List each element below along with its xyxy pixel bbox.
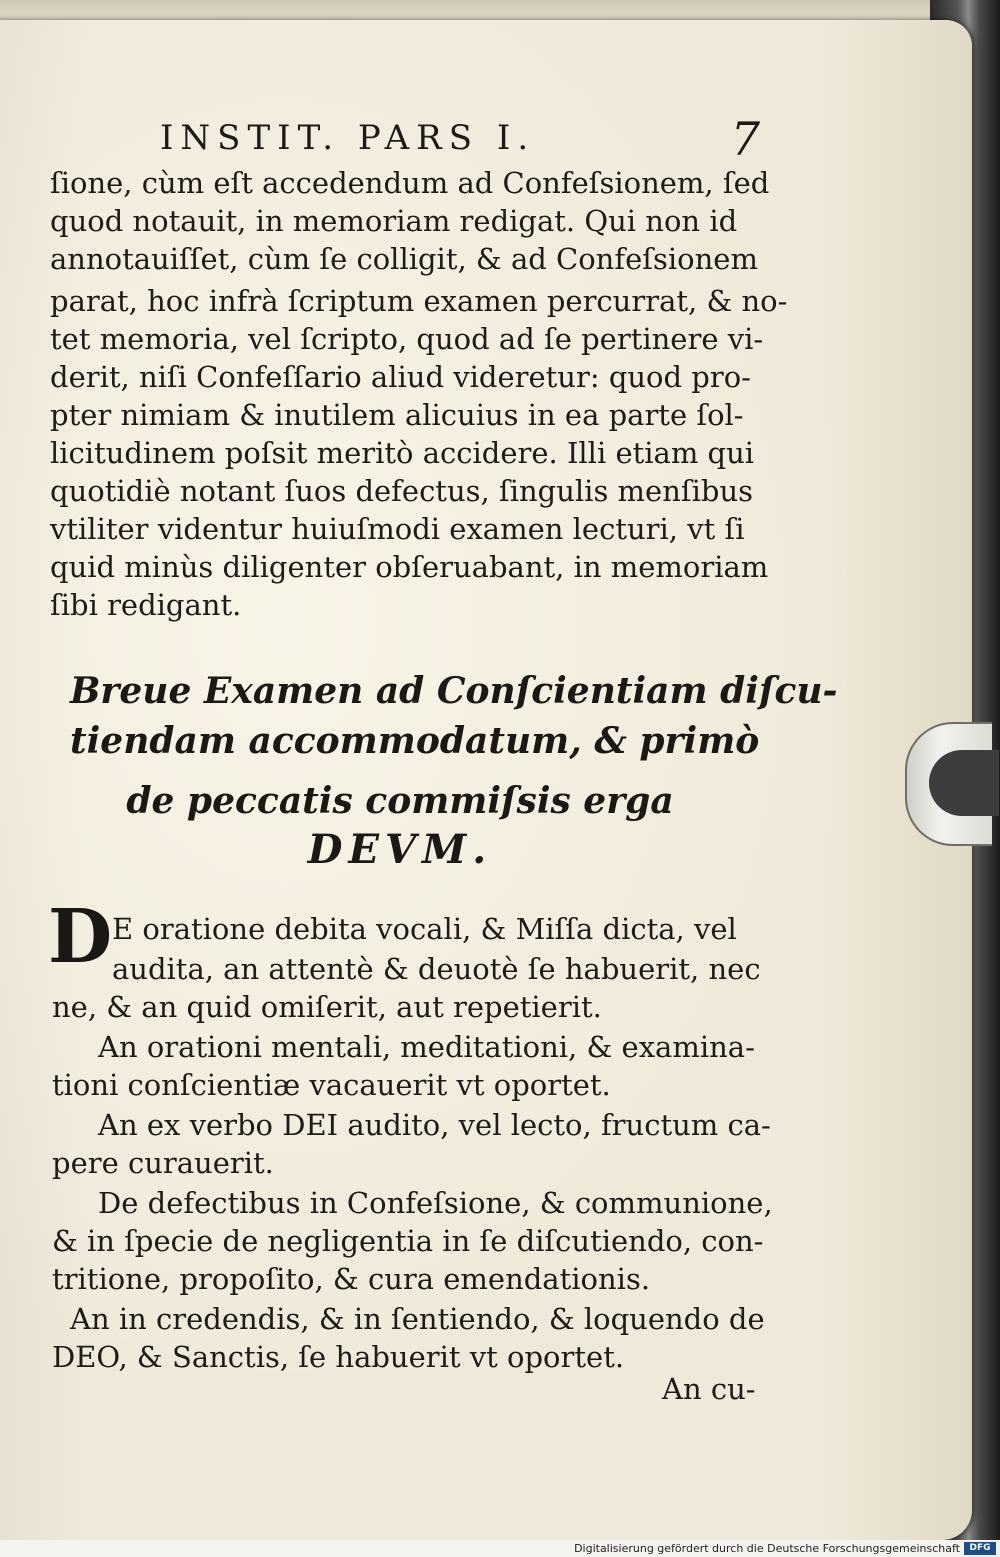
funding-credit: Digitalisierung gefördert durch die Deutsche Forschungsgemeinschaft bbox=[574, 1542, 960, 1555]
header-title: INSTIT. PARS I. bbox=[160, 118, 536, 158]
text-line: quid minùs diligenter obſeruabant, in memoriam bbox=[50, 550, 769, 584]
page-number: 7 bbox=[730, 112, 760, 166]
text-line: parat, hoc infrà ſcriptum examen percurrat, & no- bbox=[50, 284, 788, 318]
book-page bbox=[0, 20, 972, 1540]
text-line: DEO, & Sanctis, ſe habuerit vt oportet. bbox=[52, 1340, 625, 1374]
text-line: & in ſpecie de negligentia in ſe diſcutiendo, con- bbox=[52, 1224, 764, 1258]
clip-opening bbox=[929, 750, 999, 816]
text-line: derit, niſi Confeſſario aliud videretur: quod pro- bbox=[50, 360, 751, 394]
footer-bar bbox=[0, 1540, 1000, 1557]
text-line: tioni conſcientiæ vacauerit vt oportet. bbox=[52, 1068, 611, 1102]
text-line: tritione, propoſito, & cura emendationis. bbox=[52, 1262, 651, 1296]
running-header bbox=[160, 112, 760, 168]
text-line: ne, & an quid omiſerit, aut repetierit. bbox=[52, 990, 602, 1024]
catchword: An cu- bbox=[662, 1372, 756, 1406]
text-line: An orationi mentali, meditationi, & examina- bbox=[98, 1030, 755, 1064]
text-line: quod notauit, in memoriam redigat. Qui non id bbox=[50, 204, 738, 238]
text-line: quotidiè notant ſuos defectus, ſingulis menſibus bbox=[50, 474, 754, 508]
text-line: ſibi redigant. bbox=[50, 588, 242, 622]
text-line: An ex verbo DEI audito, vel lecto, fructum ca- bbox=[98, 1108, 771, 1142]
dfg-logo: DFG bbox=[964, 1542, 996, 1555]
text-line: E oratione debita vocali, & Miſſa dicta, vel bbox=[112, 912, 737, 946]
text-line: audita, an attentè & deuotè ſe habuerit, nec bbox=[112, 952, 761, 986]
text-line: De defectibus in Confeſsione, & communione, bbox=[98, 1186, 773, 1220]
page-clip bbox=[905, 722, 992, 846]
text-line: pter nimiam & inutilem alicuius in ea parte ſol- bbox=[50, 398, 744, 432]
text-line: pere curauerit. bbox=[52, 1146, 274, 1180]
drop-capital: D bbox=[48, 894, 113, 980]
text-line: licitudinem poſsit meritò accidere. Illi etiam qui bbox=[50, 436, 755, 470]
text-line: annotauiſſet, cùm ſe colligit, & ad Confeſsionem bbox=[50, 242, 758, 276]
section-heading-line: tiendam accommodatum, & primò bbox=[70, 720, 760, 762]
section-heading-line: Breue Examen ad Conſcientiam diſcu- bbox=[70, 670, 838, 712]
text-line: ſione, cùm eſt accedendum ad Confeſsionem, ſed bbox=[50, 166, 770, 200]
text-line: tet memoria, vel ſcripto, quod ad ſe pertinere vi- bbox=[50, 322, 764, 356]
section-heading-line: DEVM. bbox=[307, 826, 493, 873]
text-line: An in credendis, & in ſentiendo, & loquendo de bbox=[70, 1302, 765, 1336]
section-heading-line: de peccatis commiſsis erga bbox=[126, 780, 674, 822]
text-line: vtiliter videntur huiuſmodi examen lecturi, vt ſi bbox=[50, 512, 745, 546]
